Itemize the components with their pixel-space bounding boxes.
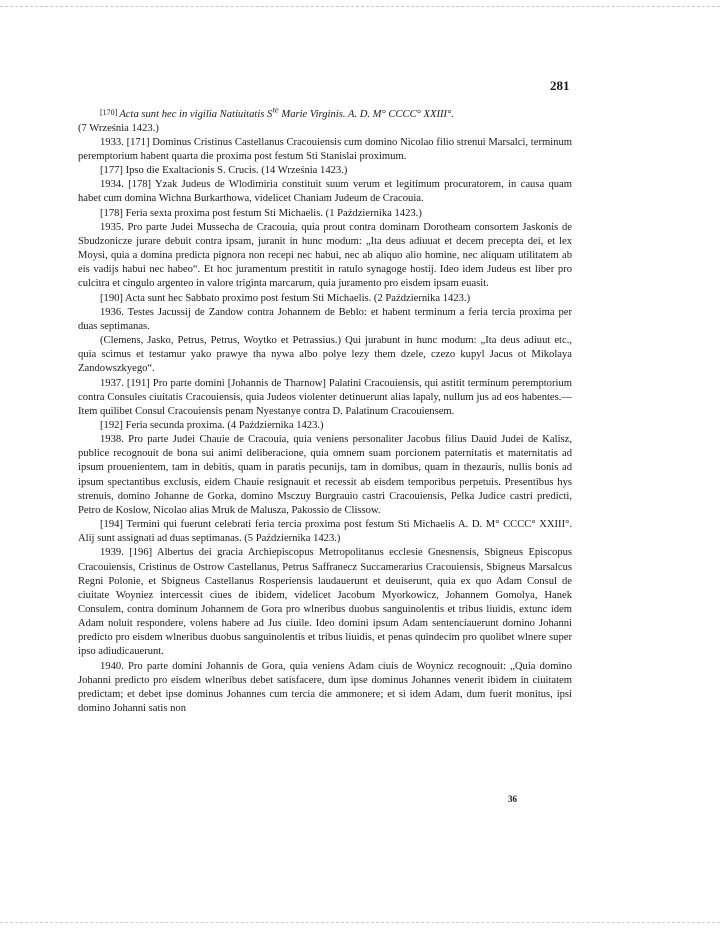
heading-line-5: [192] Feria secunda proxima. (4 Października 1423.) (100, 419, 324, 431)
page-number: 281 (550, 78, 570, 93)
entry-1933: 1933. [171] Dominus Cristinus Castellanus Cracouiensis cum domino Nicolao filio strenui Marsalci, terminum peremptorium habent quarta die proxima post festum Sti Stanislai proximum. (78, 136, 572, 162)
scan-edge-bottom (0, 922, 720, 923)
entry-1938: 1938. Pro parte Judei Chauie de Cracouia, quia veniens personaliter Jacobus filius Dauid Judei de Kalisz, publice recognouit de bona sui animi deliberacione, quia omnem suam porcionem paternitatis et maternitatis ad ipsum prouenientem, tam in debitis, quam in paratis pecunijs, tam in domibus, quam in thezauris, nullis bonis ad ipsum spectantibus exclusis, eidem Chauie resignauit et recessit ab eisdem temporibus perpetuis. Presentibus hys strenuis, domino Johanne de Gorka, domino Msczuy Burgrauio castri Cracouiensis, Pelka Judice castri predicti, Petro de Koslow, Nicolao alias Mruk de Malusza, Pakossio de Clissow. (78, 434, 572, 516)
entry-1936-continued: (Clemens, Jasko, Petrus, Petrus, Woytko et Petrassius.) Qui jurabunt in hunc modum: „Ita deus adiuut etc., quia scimus et testamur yako prawye tha nywa albo polye lezy them dzele, czezo kupyl Jacus ot Mikolaya Zandowszkyego“. (78, 335, 572, 375)
date-line-1: (7 Września 1423.) (78, 122, 159, 134)
heading-line-2: [177] Ipso die Exaltacionis S. Crucis. (14 Września 1423.) (100, 165, 348, 177)
entry-1936: 1936. Testes Jacussij de Zandow contra Johannem de Beblo: et habent terminum a feria tercia proxima per duas septimanas. (78, 306, 572, 332)
document-body (78, 102, 572, 716)
entry-1937: 1937. [191] Pro parte domini [Johannis de Tharnow] Palatini Cracouiensis, qui astitit terminum peremptorium contra Consules ciuitatis Cracouiensis, quia Judeos violenter detinuerunt alias lapaly, nullum jus ad eos habentes.— Item quilibet Consul Cracouiensis penam Nyestanye contra D. Palatinum Cracouiensem. (78, 377, 572, 417)
heading-line-6: [194] Termini qui fuerunt celebrati feria tercia proxima post festum Sti Michaelis A. D. M° CCCC° XXIII°. Alij sunt assignati ad duas septimanas. (5 Października 1423.) (78, 519, 572, 545)
printer-signature: 36 (508, 794, 517, 804)
entry-1935: 1935. Pro parte Judei Mussecha de Cracouia, quia prout contra dominam Dorotheam consortem Jaskonis de Sbudzonicze jurare debuit contra ipsam, juranit in hunc modum: „Ita deus adiuuat et decem precepta dei, et lex Moysi, quia a domina predicta pignora non recepi nec habui, nec ab aliquo alio homine, nec aliquam utilitatem ab eis vadijs habui nec habeo“. Et hoc juramentum prestitit in ratulo synagoge hostij. Ideo idem Judeus est liber pro culcitra et cingulo argenteo in valore triginta marcarum, quia juramento pro eisdem ipsam euasit. (78, 221, 572, 290)
entry-1934: 1934. [178] Yzak Judeus de Wlodimiria constituit suum verum et legitimum procuratorem, in causa quam habet cum domina Wichna Burkarthowa, videlicet Chaniam Judeum de Cracouia. (78, 179, 572, 205)
heading-line-1: [170] Acta sunt hec in vigilia Natiuitatis $S^{te}$ Marie Virginis. A. D. M° CCCC° XXIII°. (100, 104, 454, 120)
heading-line-3: [178] Feria sexta proxima post festum Sti Michaelis. (1 Października 1423.) (100, 207, 422, 219)
heading-line-4: [190] Acta sunt hec Sabbato proximo post festum Sti Michaelis. (2 Października 1423.) (100, 292, 471, 304)
entry-1939: 1939. [196] Albertus dei gracia Archiepiscopus Metropolitanus ecclesie Gnesnensis, Sbigneus Episcopus Cracouiensis, Cristinus de Ostrow Castellanus, Petrus Saffranecz Succamerarius Cracouiensis, Sbigneus Marsalcus Regni Polonie, et Sbigneus Castellanus Rosperiensis laudauerunt et deuiserunt, quia ex quo Adam Consul de ciuitate Woyniez intercessit ciues de ibidem, videlicet Jacobum Myorkowicz, Johannem Gomolya, Hanek Consulem, contra dominum Johannem de Gora pro wlneribus duobus sanguinolentis et tribus liuidis, extunc idem Adam noluit respondere, volens habere ad Jus ciuile. Ideo domini ipsum Adam sentenciauerunt domino Johanni predicto pro eisdem wlneribus duobus sanguinolentis et tribus liuidis, et penas quindecim pro quolibet wlnere super ipso adiudicauerunt. (78, 547, 572, 658)
entry-1940: 1940. Pro parte domini Johannis de Gora, quia veniens Adam ciuis de Woynicz recognouit: „Quia domino Johanni predicto pro eisdem wlneribus debet satisfacere, dum ipse dominus Johannes venerit ibidem in ciuitatem predictam; et debet ipse dominus Johannes cum tercia die ammonere; et si idem Adam, dum fuerit monitus, ipsi domino Johanni satis non (78, 660, 572, 715)
scan-edge-top (0, 6, 720, 7)
